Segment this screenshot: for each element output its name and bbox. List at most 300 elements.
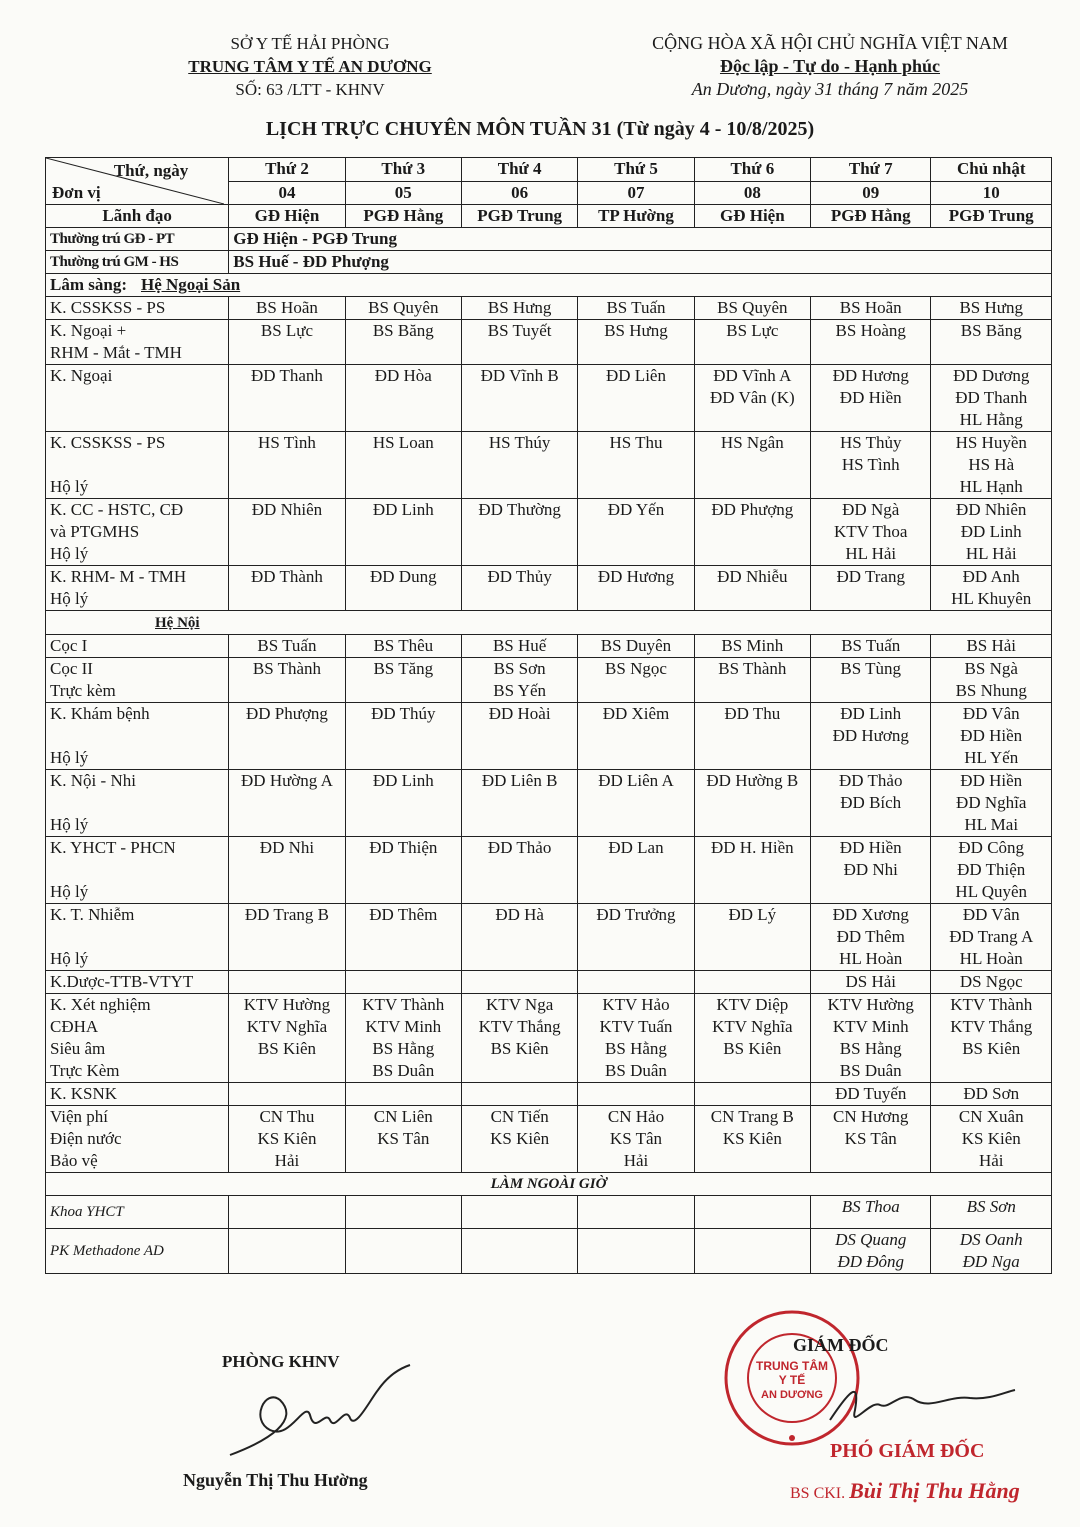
duty-cell xyxy=(345,1106,461,1173)
right-signer-prefix: BS CKI. xyxy=(790,1485,846,1502)
duty-cell xyxy=(345,432,461,499)
ngoai-row xyxy=(46,365,1052,432)
he-noi-cell xyxy=(46,611,1052,635)
ngoai-row xyxy=(46,320,1052,365)
duty-cell xyxy=(345,658,461,703)
overtime-cell xyxy=(694,1196,810,1229)
duty-name: HL Khuyên xyxy=(951,589,1032,608)
duty-name: HS Tình xyxy=(841,455,900,474)
duty-name: HS Hà xyxy=(968,455,1015,474)
resident-gm-row-label: Thường trú GM - HS xyxy=(46,251,229,274)
duty-name: ĐD Phượng xyxy=(245,704,328,723)
duty-cell xyxy=(811,432,931,499)
duty-name: ĐD Hòa xyxy=(374,366,432,385)
duty-cell xyxy=(345,971,461,994)
noi-unit xyxy=(46,837,229,904)
duty-name: ĐD Linh xyxy=(960,522,1022,541)
duty-cell xyxy=(578,658,694,703)
duty-cell xyxy=(578,566,694,611)
duty-name: ĐD Hường A xyxy=(241,771,333,790)
duty-name: KTV Thành xyxy=(362,995,445,1014)
overtime-name: ĐD Đông xyxy=(837,1252,905,1271)
duty-name: HS Thủy xyxy=(839,433,902,452)
duty-cell xyxy=(931,635,1052,658)
duty-name: KTV Hường xyxy=(243,995,331,1014)
day-date: 04 xyxy=(229,181,345,205)
duty-cell xyxy=(811,365,931,432)
duty-name: BS Hằng xyxy=(839,1039,902,1058)
duty-cell xyxy=(578,297,694,320)
duty-cell xyxy=(931,658,1052,703)
duty-name: ĐD Liên B xyxy=(481,771,558,790)
duty-cell xyxy=(229,432,345,499)
day-name: Thứ 2 xyxy=(229,158,345,182)
duty-cell xyxy=(461,635,577,658)
noi-unit xyxy=(46,994,229,1083)
duty-name: ĐD Thúy xyxy=(371,704,436,723)
duty-cell xyxy=(461,904,577,971)
unit-line: Hộ lý xyxy=(50,544,89,563)
duty-name: ĐD Vĩnh A xyxy=(713,366,792,385)
duty-name: BS Kiên xyxy=(490,1039,549,1058)
unit-line: Bảo vệ xyxy=(50,1151,98,1170)
overtime-name xyxy=(350,1229,457,1251)
unit-line: Hộ lý xyxy=(50,815,89,834)
leader-cell: PGĐ Trung xyxy=(931,205,1052,228)
duty-name: ĐD Hường B xyxy=(706,771,799,790)
unit-line xyxy=(50,792,224,814)
day-date: 05 xyxy=(345,181,461,205)
noi-unit xyxy=(46,703,229,770)
duty-cell xyxy=(694,320,810,365)
duty-cell xyxy=(931,837,1052,904)
day-header-row xyxy=(46,158,1052,182)
duty-cell xyxy=(461,658,577,703)
duty-cell xyxy=(578,1083,694,1106)
duty-name: BS Hằng xyxy=(605,1039,667,1058)
unit-line: Điện nước xyxy=(50,1129,122,1148)
duty-cell xyxy=(461,1083,577,1106)
duty-name: HL Hoàn xyxy=(839,949,903,968)
duty-name: KTV Diệp xyxy=(716,995,789,1014)
duty-name: HL Quyên xyxy=(955,882,1028,901)
duty-name: ĐD Dung xyxy=(370,567,437,586)
duty-name: BS Hoàng xyxy=(835,321,906,340)
duty-name: ĐD Thêm xyxy=(836,927,905,946)
duty-cell xyxy=(578,635,694,658)
overtime-name xyxy=(233,1229,340,1251)
duty-name: ĐD Nhiễu xyxy=(717,567,788,586)
duty-name: ĐD Vân xyxy=(962,905,1020,924)
duty-name: ĐD Linh xyxy=(840,704,902,723)
duty-cell xyxy=(578,770,694,837)
overtime-name: BS Thoa xyxy=(841,1197,900,1216)
duty-cell xyxy=(578,499,694,566)
overtime-cell xyxy=(578,1196,694,1229)
duty-cell xyxy=(345,770,461,837)
handwritten-signature-right xyxy=(820,1370,1020,1440)
duty-cell xyxy=(345,365,461,432)
duty-name: CN Thu xyxy=(259,1107,315,1126)
overtime-cell xyxy=(229,1229,345,1274)
duty-cell xyxy=(229,365,345,432)
duty-name: CN Xuân xyxy=(958,1107,1024,1126)
duty-name: BS Hưng xyxy=(959,298,1023,317)
duty-name: ĐD Vân (K) xyxy=(709,388,795,407)
overtime-cell xyxy=(229,1196,345,1229)
duty-name: ĐD Nghĩa xyxy=(956,793,1027,812)
unit-line: K. T. Nhiễm xyxy=(50,905,135,924)
duty-cell xyxy=(931,994,1052,1083)
duty-name: HL Yến xyxy=(964,748,1019,767)
duty-name: KTV Minh xyxy=(365,1017,442,1036)
duty-cell xyxy=(578,837,694,904)
duty-name: KTV Hường xyxy=(827,995,914,1014)
duty-name: BS Huế xyxy=(492,636,547,655)
duty-name xyxy=(582,971,689,993)
unit-line xyxy=(50,454,224,476)
leader-row xyxy=(46,205,1052,228)
left-signature-title: PHÒNG KHNV xyxy=(222,1352,340,1371)
duty-cell xyxy=(229,971,345,994)
duty-cell xyxy=(578,904,694,971)
duty-cell xyxy=(345,904,461,971)
noi-row xyxy=(46,770,1052,837)
leader-cell: GĐ Hiện xyxy=(694,205,810,228)
duty-name: CN Hương xyxy=(833,1107,909,1126)
duty-name: ĐD Thanh xyxy=(955,388,1028,407)
duty-name: BS Nhung xyxy=(955,681,1027,700)
corner-top: Thứ, ngày xyxy=(113,161,189,180)
day-name: Thứ 6 xyxy=(694,158,810,182)
duty-cell xyxy=(694,297,810,320)
header-left xyxy=(150,32,470,101)
resident-gd-row-value: GĐ Hiện - PGĐ Trung xyxy=(229,228,1052,251)
duty-cell xyxy=(345,320,461,365)
duty-cell xyxy=(931,971,1052,994)
duty-name: BS Tùng xyxy=(840,659,902,678)
duty-name: KS Kiên xyxy=(961,1129,1021,1148)
duty-cell xyxy=(811,1106,931,1173)
duty-name: ĐD Thảo xyxy=(487,838,552,857)
duty-name: BS Duân xyxy=(372,1061,435,1080)
duty-cell xyxy=(229,994,345,1083)
overtime-name xyxy=(582,1196,689,1218)
overtime-row xyxy=(46,1229,1052,1274)
duty-cell xyxy=(229,703,345,770)
overtime-cell xyxy=(931,1229,1052,1274)
duty-name: KTV Thoa xyxy=(833,522,908,541)
duty-cell xyxy=(931,499,1052,566)
leader-label: Lãnh đạo xyxy=(46,205,229,228)
overtime-cell xyxy=(811,1196,931,1229)
overtime-name: DS Oanh xyxy=(959,1230,1023,1249)
duty-cell xyxy=(811,994,931,1083)
section-ngoai-san-row xyxy=(46,274,1052,297)
duty-name: BS Băng xyxy=(960,321,1022,340)
department-name: SỞ Y TẾ HẢI PHÒNG xyxy=(230,34,390,53)
duty-cell xyxy=(931,365,1052,432)
noi-row xyxy=(46,994,1052,1083)
noi-unit xyxy=(46,635,229,658)
duty-name: CN Liên xyxy=(373,1107,433,1126)
overtime-header-row xyxy=(46,1173,1052,1196)
ngoai-unit xyxy=(46,566,229,611)
overtime-unit: Khoa YHCT xyxy=(46,1196,229,1229)
duty-name: BS Duân xyxy=(839,1061,902,1080)
noi-row xyxy=(46,703,1052,770)
duty-cell xyxy=(578,432,694,499)
duty-name: HL Hạnh xyxy=(959,477,1023,496)
duty-name: Hải xyxy=(274,1151,300,1170)
duty-cell xyxy=(694,770,810,837)
duty-name: BS Kiên xyxy=(257,1039,316,1058)
duty-name: BS Băng xyxy=(372,321,434,340)
unit-line: K. CC - HSTC, CĐ xyxy=(50,500,184,519)
duty-name: HL Mai xyxy=(964,815,1019,834)
duty-name: KTV Nghĩa xyxy=(712,1017,793,1036)
corner-bottom: Đơn vị xyxy=(52,183,101,202)
unit-line: Trực Kèm xyxy=(50,1061,120,1080)
duty-name: ĐD Hoài xyxy=(488,704,551,723)
duty-cell xyxy=(694,566,810,611)
duty-name: BS Hưng xyxy=(604,321,668,340)
unit-line: Cọc II xyxy=(50,659,93,678)
section-noi-row xyxy=(46,611,1052,635)
duty-name: HL Hằng xyxy=(959,410,1023,429)
noi-unit xyxy=(46,770,229,837)
duty-cell xyxy=(811,635,931,658)
duty-name: KS Tân xyxy=(377,1129,430,1148)
unit-line xyxy=(50,725,224,747)
duty-name: BS Tuấn xyxy=(606,298,666,317)
unit-line: Hộ lý xyxy=(50,949,89,968)
duty-name: CN Trang B xyxy=(710,1107,794,1126)
duty-name xyxy=(815,1150,926,1172)
duty-name: ĐD Thường xyxy=(478,500,561,519)
overtime-cell xyxy=(345,1196,461,1229)
duty-cell xyxy=(229,658,345,703)
ngoai-unit xyxy=(46,432,229,499)
duty-cell xyxy=(229,320,345,365)
duty-name: HL Hoàn xyxy=(959,949,1023,968)
duty-cell xyxy=(811,499,931,566)
right-signature-title: GIÁM ĐỐC xyxy=(793,1335,889,1355)
duty-cell xyxy=(931,703,1052,770)
duty-name: ĐD Tuyến xyxy=(835,1084,907,1103)
document-number: SỐ: 63 /LTT - KHNV xyxy=(235,80,385,99)
duty-cell xyxy=(811,658,931,703)
duty-cell xyxy=(931,770,1052,837)
duty-name: ĐD Hiền xyxy=(839,388,902,407)
duty-cell xyxy=(229,566,345,611)
duty-name: KTV Hảo xyxy=(602,995,670,1014)
duty-name: BS Sơn xyxy=(493,659,546,678)
resident-gd-row-label: Thường trú GĐ - PT xyxy=(46,228,229,251)
duty-cell xyxy=(931,904,1052,971)
duty-cell xyxy=(578,1106,694,1173)
ngoai-unit xyxy=(46,320,229,365)
duty-name: ĐD H. Hiền xyxy=(711,838,794,857)
unit-line: K. Nội - Nhi xyxy=(50,771,136,790)
duty-name: ĐD Công xyxy=(958,838,1025,857)
duty-cell xyxy=(229,904,345,971)
unit-line: Cọc I xyxy=(50,636,88,655)
left-signer-name: Nguyễn Thị Thu Hường xyxy=(183,1470,368,1490)
duty-name: HS Thu xyxy=(609,433,663,452)
ngoai-row xyxy=(46,297,1052,320)
duty-cell xyxy=(811,297,931,320)
duty-name: KS Tân xyxy=(609,1129,663,1148)
overtime-cell xyxy=(694,1229,810,1274)
clinical-label: Lâm sàng: xyxy=(50,275,127,294)
day-name: Thứ 4 xyxy=(461,158,577,182)
duty-name: BS Quyên xyxy=(368,298,439,317)
overtime-name: DS Quang xyxy=(835,1230,907,1249)
duty-cell xyxy=(345,499,461,566)
duty-name: BS Minh xyxy=(721,636,784,655)
duty-name: BS Hải xyxy=(966,636,1017,655)
duty-name: HL Hải xyxy=(965,544,1017,563)
unit-line: K. CSSKSS - PS xyxy=(50,433,166,452)
duty-name: CN Hảo xyxy=(607,1107,665,1126)
duty-name: BS Hằng xyxy=(372,1039,435,1058)
duty-name: ĐD Hiền xyxy=(960,726,1023,745)
unit-line: Hộ lý xyxy=(50,589,89,608)
duty-cell xyxy=(461,1106,577,1173)
duty-name: BS Tuyết xyxy=(487,321,552,340)
svg-text:TRUNG TÂM: TRUNG TÂM xyxy=(756,1359,828,1373)
resident-gd-row xyxy=(46,228,1052,251)
unit-line: Viện phí xyxy=(50,1107,108,1126)
duty-cell xyxy=(931,432,1052,499)
duty-cell xyxy=(461,499,577,566)
he-noi-label: Hệ Nội xyxy=(155,615,200,631)
duty-name xyxy=(233,971,340,993)
duty-name: ĐD Thiện xyxy=(369,838,438,857)
duty-name: BS Duân xyxy=(605,1061,667,1080)
duty-cell xyxy=(229,1106,345,1173)
duty-name: BS Kiên xyxy=(723,1039,782,1058)
resident-gm-row-value: BS Huế - ĐD Phượng xyxy=(229,251,1052,274)
duty-cell xyxy=(229,499,345,566)
duty-name: BS Ngọc xyxy=(605,659,667,678)
duty-name xyxy=(466,1150,573,1172)
duty-name xyxy=(582,1083,689,1105)
unit-line xyxy=(50,926,224,948)
duty-cell xyxy=(694,971,810,994)
duty-cell xyxy=(811,566,931,611)
noi-row xyxy=(46,635,1052,658)
day-date: 10 xyxy=(931,181,1052,205)
duty-name: BS Tuấn xyxy=(841,636,901,655)
duty-cell xyxy=(931,320,1052,365)
duty-cell xyxy=(461,770,577,837)
duty-cell xyxy=(461,566,577,611)
duty-name: KS Kiên xyxy=(490,1129,550,1148)
leader-cell: GĐ Hiện xyxy=(229,205,345,228)
unit-line: Hộ lý xyxy=(50,882,89,901)
duty-cell xyxy=(811,703,931,770)
duty-name: ĐD Vân xyxy=(962,704,1020,723)
duty-name: HS Tình xyxy=(258,433,316,452)
unit-line: K. KSNK xyxy=(50,1084,118,1103)
duty-cell xyxy=(931,297,1052,320)
unit-line: RHM - Mắt - TMH xyxy=(50,343,182,362)
country-name: CỘNG HÒA XÃ HỘI CHỦ NGHĨA VIỆT NAM xyxy=(652,33,1008,53)
duty-name: KS Kiên xyxy=(257,1129,317,1148)
duty-name: ĐD Liên xyxy=(606,366,666,385)
duty-name: ĐD Trang A xyxy=(949,927,1034,946)
overtime-cell xyxy=(345,1229,461,1274)
duty-name: ĐD Hiền xyxy=(960,771,1023,790)
overtime-name xyxy=(699,1196,806,1218)
duty-cell xyxy=(694,499,810,566)
duty-name: KTV Thắng xyxy=(950,1017,1033,1036)
leader-cell: PGĐ Hằng xyxy=(811,205,931,228)
overtime-name xyxy=(582,1229,689,1251)
noi-unit xyxy=(46,658,229,703)
duty-name: KTV Thành xyxy=(950,995,1033,1014)
overtime-cell xyxy=(461,1229,577,1274)
duty-cell xyxy=(811,1083,931,1106)
duty-cell xyxy=(578,703,694,770)
duty-cell xyxy=(694,432,810,499)
duty-cell xyxy=(811,837,931,904)
duty-name: ĐD Trang xyxy=(836,567,905,586)
noi-row xyxy=(46,837,1052,904)
duty-name: ĐD Thu xyxy=(724,704,781,723)
duty-name: ĐD Vĩnh B xyxy=(480,366,559,385)
duty-cell xyxy=(229,770,345,837)
center-name: TRUNG TÂM Y TẾ AN DƯƠNG xyxy=(188,57,432,76)
duty-cell xyxy=(811,770,931,837)
unit-line: K.Dược-TTB-VTYT xyxy=(50,972,194,991)
unit-line: CĐHA xyxy=(50,1017,99,1036)
day-name: Thứ 5 xyxy=(578,158,694,182)
overtime-cell xyxy=(461,1196,577,1229)
noi-unit xyxy=(46,1083,229,1106)
duty-cell xyxy=(694,635,810,658)
duty-name: ĐD Thủy xyxy=(487,567,552,586)
ngoai-unit xyxy=(46,297,229,320)
duty-cell xyxy=(694,1083,810,1106)
duty-name: ĐD Trưởng xyxy=(596,905,676,924)
day-date: 06 xyxy=(461,181,577,205)
ngoai-row xyxy=(46,566,1052,611)
duty-name: ĐD Nhiên xyxy=(251,500,323,519)
duty-cell xyxy=(461,297,577,320)
day-date: 08 xyxy=(694,181,810,205)
duty-cell xyxy=(345,635,461,658)
duty-name: ĐD Yến xyxy=(607,500,665,519)
duty-name: BS Duyên xyxy=(600,636,672,655)
duty-name: ĐD Hương xyxy=(597,567,675,586)
duty-name: HS Ngân xyxy=(720,433,784,452)
unit-line xyxy=(50,859,224,881)
duty-name: ĐD Liên A xyxy=(598,771,674,790)
duty-name: ĐD Thiện xyxy=(957,860,1026,879)
section-ngoai-san xyxy=(46,274,1052,297)
unit-line: K. Khám bệnh xyxy=(50,704,150,723)
duty-name: KS Tân xyxy=(844,1129,897,1148)
duty-cell xyxy=(229,1083,345,1106)
duty-cell xyxy=(694,837,810,904)
unit-line: K. RHM- M - TMH xyxy=(50,567,187,586)
noi-unit xyxy=(46,904,229,971)
duty-cell xyxy=(345,566,461,611)
duty-cell xyxy=(461,703,577,770)
